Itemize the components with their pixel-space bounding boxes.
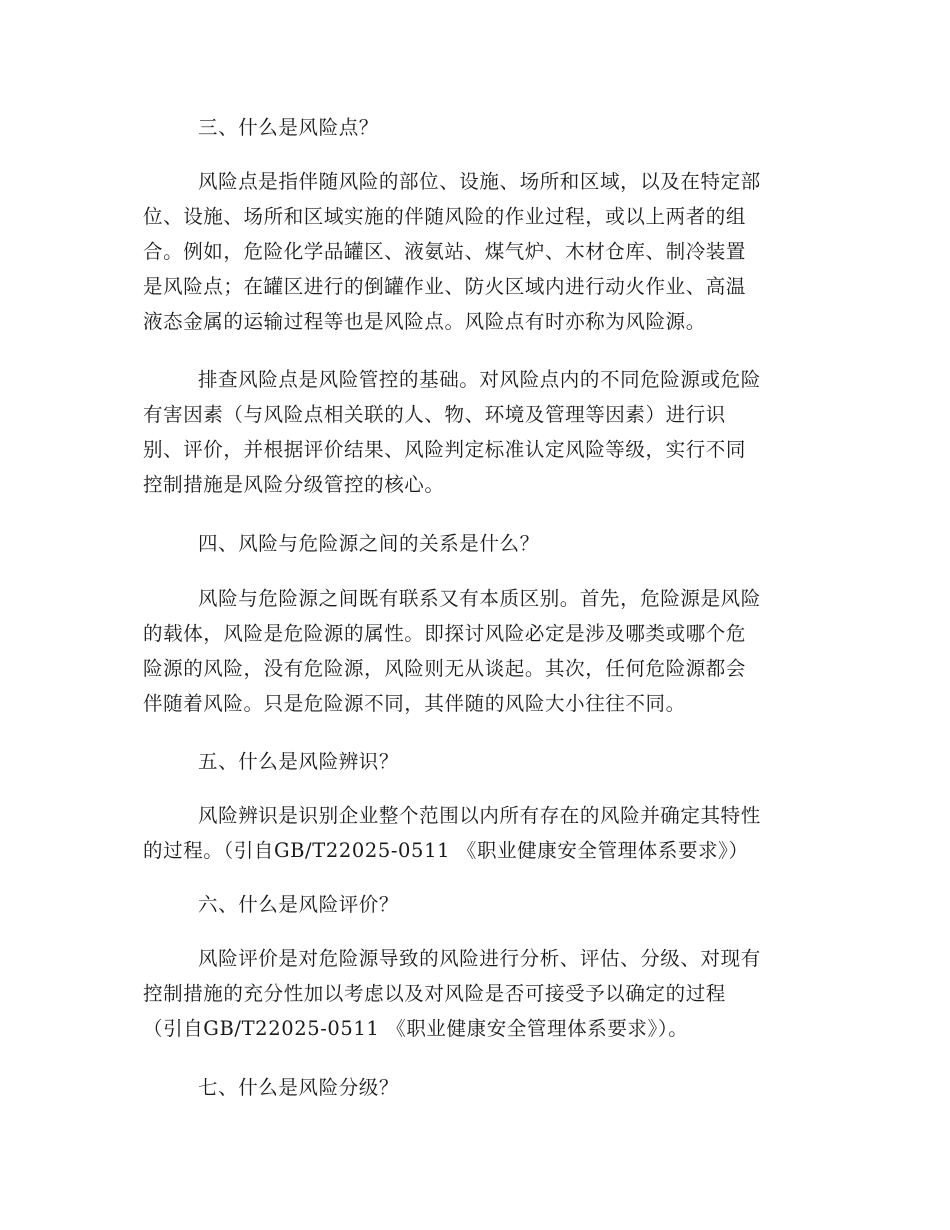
paragraph-line: 排查风险点是风险管控的基础。对风险点内的不同危险源或危险 [198, 368, 761, 391]
heading-risk-point: 三、什么是风险点？ [198, 116, 379, 139]
paragraph-line: 风险评价是对危险源导致的风险进行分析、评估、分级、对现有 [198, 947, 761, 970]
paragraph-line: 的过程。（引自GB/T22025-0511 《职业健康安全管理体系要求》） [143, 839, 749, 862]
heading-risk-grading: 七、什么是风险分级？ [198, 1076, 400, 1099]
paragraph-line: 合。例如，危险化学品罐区、液氨站、煤气炉、木材仓库、制冷装置 [143, 240, 747, 263]
paragraph-line: 控制措施的充分性加以考虑以及对风险是否可接受予以确定的过程 [143, 982, 726, 1005]
paragraph-line: 位、设施、场所和区域实施的伴随风险的作业过程，或以上两者的组 [143, 205, 747, 228]
paragraph-line: 别、评价，并根据评价结果、风险判定标准认定风险等级，实行不同 [143, 438, 747, 461]
paragraph-line: 液态金属的运输过程等也是风险点。风险点有时亦称为风险源。 [143, 310, 706, 333]
paragraph-line: 控制措施是风险分级管控的核心。 [143, 473, 445, 496]
paragraph-line: 风险与危险源之间既有联系又有本质区别。首先，危险源是风险 [198, 587, 761, 610]
heading-risk-identification: 五、什么是风险辨识？ [198, 750, 400, 773]
paragraph-line: 有害因素（与风险点相关联的人、物、环境及管理等因素）进行识 [143, 403, 726, 426]
paragraph-line: 伴随着风险。只是危险源不同，其伴随的风险大小往往不同。 [143, 692, 686, 715]
paragraph-line: 险源的风险，没有危险源，风险则无从谈起。其次，任何危险源都会 [143, 657, 747, 680]
paragraph-line: 是风险点；在罐区进行的倒罐作业、防火区域内进行动火作业、高温 [143, 275, 747, 298]
heading-risk-hazard-relation: 四、风险与危险源之间的关系是什么？ [198, 532, 540, 555]
paragraph-line: 的载体，风险是危险源的属性。即探讨风险必定是涉及哪类或哪个危 [143, 622, 747, 645]
paragraph-line: （引自GB/T22025-0511 《职业健康安全管理体系要求》）。 [143, 1017, 689, 1040]
paragraph-line: 风险点是指伴随风险的部位、设施、场所和区域，以及在特定部 [198, 170, 761, 193]
paragraph-line: 风险辨识是识别企业整个范围以内所有存在的风险并确定其特性 [198, 804, 761, 827]
heading-risk-assessment: 六、什么是风险评价？ [198, 893, 400, 916]
